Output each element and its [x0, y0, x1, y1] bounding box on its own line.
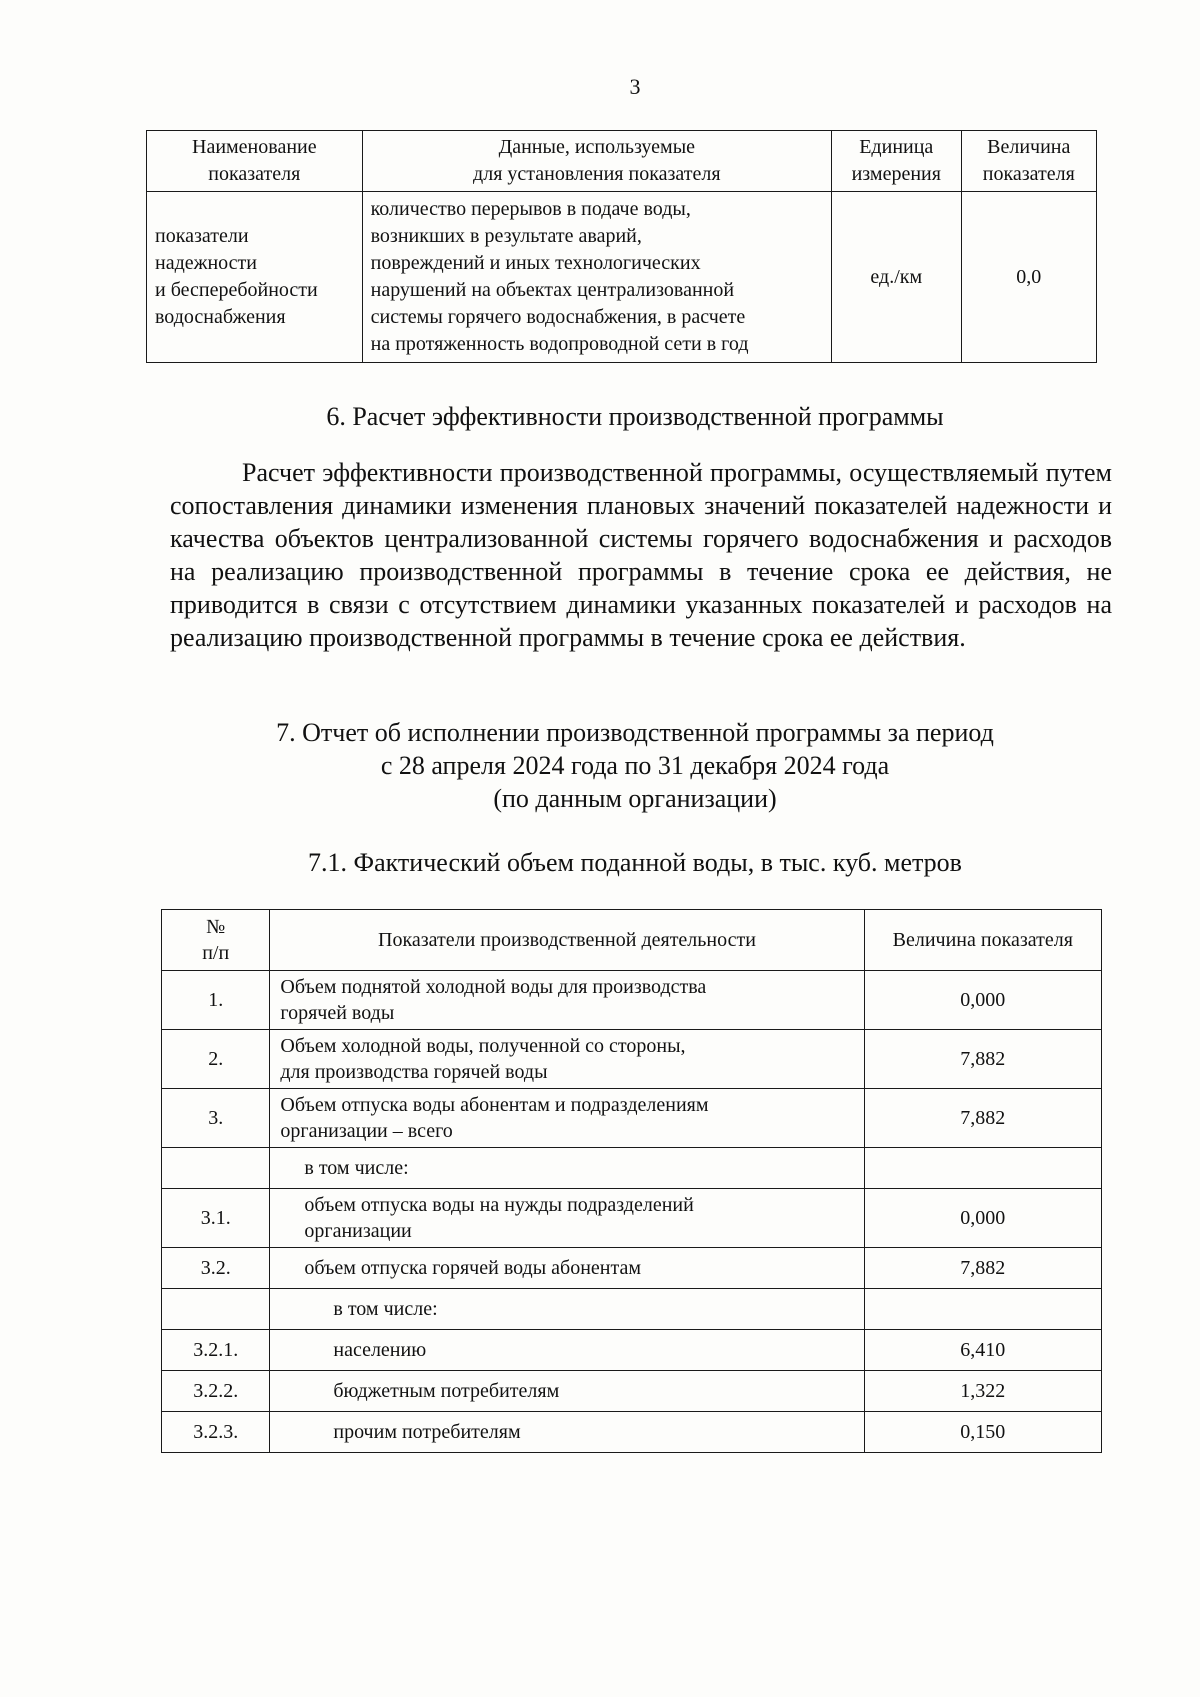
- water-volume-table-header: [162, 910, 1102, 971]
- header-line: для установления показателя: [473, 163, 721, 185]
- section-6-paragraph: Расчет эффективности производственной программы, осуществляемый путем сопоставления динамики изменения плановых значений показателей надежности и качества объектов централизованной системы горячего водоснабжения и расходов на реализацию производственной программы в течение срока ее действия, не приводится в связи с отсутствием динамики указанных показателей и расходов на реализацию производственной программы в течение срока ее действия.: [170, 458, 1112, 652]
- cell-line: нарушений на объектах централизованной: [370, 279, 735, 301]
- header-line: Данные, используемые: [498, 136, 696, 158]
- row-value: 1,322: [864, 1371, 1101, 1412]
- table-row: [162, 1030, 1102, 1089]
- row-value: 7,882: [864, 1089, 1101, 1148]
- water-volume-table: [161, 909, 1102, 1453]
- row-number: 1.: [162, 971, 270, 1030]
- header-value: [961, 131, 1096, 192]
- header-line: показателя: [982, 163, 1075, 185]
- section-7-1-title: 7.1. Фактический объем поданной воды, в тыс. куб. метров: [308, 848, 962, 877]
- cell-line: системы горячего водоснабжения, в расчете: [370, 306, 746, 328]
- row-number: 3.2.3.: [162, 1412, 270, 1453]
- row-indicator: [270, 971, 864, 1030]
- header-value: Величина показателя: [864, 910, 1101, 971]
- row-value: 0,000: [864, 1189, 1101, 1248]
- cell-line: в том числе:: [333, 1298, 438, 1320]
- cell-line: объем отпуска воды на нужды подразделений: [304, 1194, 694, 1216]
- unit-cell: ед./км: [832, 192, 962, 363]
- row-number: [162, 1289, 270, 1330]
- table-row: [162, 1412, 1102, 1453]
- cell-line: Объем холодной воды, полученной со стороны,: [280, 1035, 686, 1057]
- table-row: [162, 1148, 1102, 1189]
- row-number: 2.: [162, 1030, 270, 1089]
- row-indicator: [270, 1412, 864, 1453]
- row-number: 3.2.2.: [162, 1371, 270, 1412]
- cell-line: горячей воды: [280, 1002, 395, 1024]
- cell-line: объем отпуска горячей воды абонентам: [304, 1257, 642, 1279]
- title-line: 7. Отчет об исполнении производственной программы за период: [276, 718, 994, 747]
- cell-line: возникших в результате аварий,: [370, 225, 642, 247]
- header-indicator-data: [362, 131, 831, 192]
- row-indicator: [270, 1030, 864, 1089]
- cell-line: водоснабжения: [155, 306, 286, 328]
- cell-line: количество перерывов в подаче воды,: [370, 198, 691, 220]
- header-line: п/п: [202, 942, 230, 964]
- cell-line: прочим потребителям: [333, 1421, 521, 1443]
- table-row: [162, 1189, 1102, 1248]
- row-value: 7,882: [864, 1030, 1101, 1089]
- table-row: [162, 1289, 1102, 1330]
- cell-line: повреждений и иных технологических: [370, 252, 701, 274]
- header-unit: [832, 131, 962, 192]
- header-line: измерения: [851, 163, 941, 185]
- table-row: [162, 971, 1102, 1030]
- section-6-title: 6. Расчет эффективности производственной программы: [326, 402, 944, 431]
- row-indicator: [270, 1289, 864, 1330]
- title-line: с 28 апреля 2024 года по 31 декабря 2024 года: [380, 751, 890, 780]
- row-value: 7,882: [864, 1248, 1101, 1289]
- row-number: 3.2.: [162, 1248, 270, 1289]
- cell-line: и бесперебойности: [155, 279, 318, 301]
- cell-line: организации – всего: [280, 1120, 453, 1142]
- cell-line: организации: [304, 1220, 412, 1242]
- cell-line: показатели: [155, 225, 249, 247]
- cell-line: населению: [333, 1339, 427, 1361]
- row-value: 6,410: [864, 1330, 1101, 1371]
- row-indicator: [270, 1248, 864, 1289]
- table-row: [162, 1330, 1102, 1371]
- row-value: 0,000: [864, 971, 1101, 1030]
- cell-line: Объем отпуска воды абонентам и подразделениям: [280, 1094, 709, 1116]
- row-number: 3.: [162, 1089, 270, 1148]
- row-indicator: [270, 1371, 864, 1412]
- header-line: №: [206, 916, 226, 938]
- row-number: 3.2.1.: [162, 1330, 270, 1371]
- cell-line: для производства горячей воды: [280, 1061, 548, 1083]
- table-row: [162, 1248, 1102, 1289]
- row-value: 0,150: [864, 1412, 1101, 1453]
- cell-line: на протяженность водопроводной сети в год: [370, 333, 749, 355]
- section-7-title: [0, 716, 1200, 815]
- row-indicator: [270, 1189, 864, 1248]
- row-value: [864, 1289, 1101, 1330]
- cell-line: в том числе:: [304, 1157, 409, 1179]
- header-indicator: Показатели производственной деятельности: [270, 910, 864, 971]
- row-number: 3.1.: [162, 1189, 270, 1248]
- value-cell: 0,0: [961, 192, 1096, 363]
- indicator-data-cell: [362, 192, 831, 363]
- indicators-table-header: [147, 131, 1097, 192]
- header-line: Наименование: [192, 136, 317, 158]
- table-row: [162, 1089, 1102, 1148]
- header-line: Величина: [987, 136, 1071, 158]
- header-line: Единица: [859, 136, 934, 158]
- header-number: [162, 910, 270, 971]
- row-indicator: [270, 1089, 864, 1148]
- title-line: (по данным организации): [493, 784, 777, 813]
- table-row: [162, 1371, 1102, 1412]
- row-indicator: [270, 1330, 864, 1371]
- page-number: 3: [629, 74, 641, 99]
- row-value: [864, 1148, 1101, 1189]
- header-indicator-name: [147, 131, 363, 192]
- row-indicator: [270, 1148, 864, 1189]
- indicator-name-cell: [147, 192, 363, 363]
- row-number: [162, 1148, 270, 1189]
- cell-line: Объем поднятой холодной воды для производства: [280, 976, 707, 998]
- header-line: показателя: [208, 163, 301, 185]
- table-row: [147, 192, 1097, 363]
- cell-line: бюджетным потребителям: [333, 1380, 560, 1402]
- cell-line: надежности: [155, 252, 257, 274]
- indicators-table: [146, 130, 1097, 363]
